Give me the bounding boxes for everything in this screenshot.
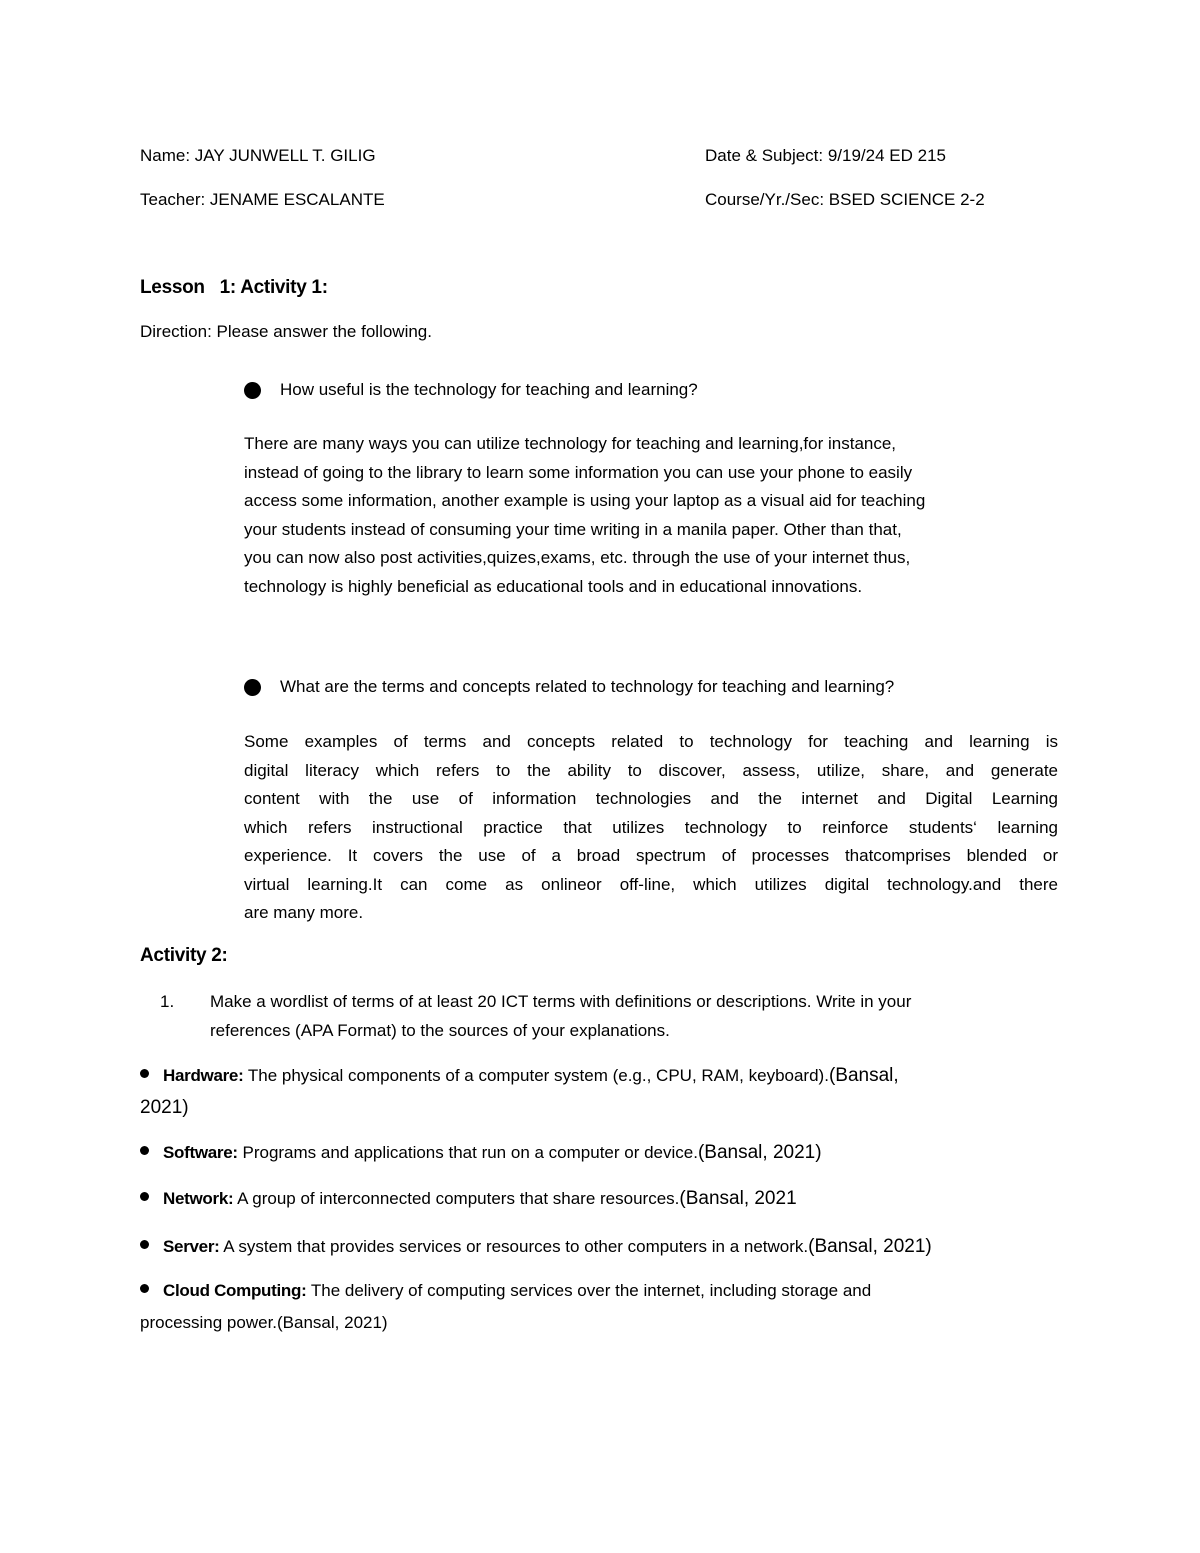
term-definition: The physical components of a computer system (e.g., CPU, RAM, keyboard). xyxy=(243,1066,829,1085)
answer-line: your students instead of consuming your time writing in a manila paper. Other than that, xyxy=(244,519,902,539)
question-2-text: What are the terms and concepts related to technology for teaching and learning? xyxy=(280,677,895,696)
teacher-name: Teacher: JENAME ESCALANTE xyxy=(140,190,385,209)
answer-line: access some information, another example is using your laptop as a visual aid for teaching xyxy=(244,491,926,510)
answer-line: digital literacy which refers to the ability to discover, assess, utilize, share, and generate xyxy=(244,760,1058,780)
term-label: Cloud Computing: xyxy=(163,1281,307,1300)
instruction-line: references (APA Format) to the sources of your explanations. xyxy=(210,1020,670,1040)
term-continuation: processing power.(Bansal, 2021) xyxy=(140,1313,388,1332)
instruction-line: Make a wordlist of terms of at least 20 ICT terms with definitions or descriptions. Write in your xyxy=(210,992,912,1011)
bullet-icon xyxy=(140,1192,149,1201)
term-label: Server: xyxy=(163,1237,220,1256)
term-citation: (Bansal, 2021) xyxy=(697,1142,822,1163)
term-label: Hardware: xyxy=(163,1066,244,1085)
term-citation: (Bansal, 2021 xyxy=(679,1188,797,1209)
term-citation: (Bansal, 2021) xyxy=(808,1236,932,1257)
date-subject: Date & Subject: 9/19/24 ED 215 xyxy=(705,146,946,165)
answer-1 xyxy=(244,430,1058,601)
term-definition: A group of interconnected computers that share resources. xyxy=(233,1189,680,1208)
answer-line: Some examples of terms and concepts related to technology for teaching and learning is xyxy=(244,732,1058,751)
question-1-text: How useful is the technology for teaching and learning? xyxy=(280,380,698,399)
term-software xyxy=(140,1137,822,1169)
term-label: Software: xyxy=(163,1143,238,1162)
term-cloud-computing xyxy=(140,1275,871,1339)
answer-line: you can now also post activities,quizes,exams, etc. through the use of your internet thus, xyxy=(244,548,911,567)
answer-line: technology is highly beneficial as educational tools and in educational innovations. xyxy=(244,576,863,596)
term-definition: The delivery of computing services over the internet, including storage and xyxy=(306,1281,872,1300)
bullet-icon xyxy=(140,1284,149,1293)
answer-line: instead of going to the library to learn some information you can use your phone to easily xyxy=(244,462,913,482)
answer-line: which refers instructional practice that utilizes technology to reinforce students‘ learning xyxy=(244,817,1058,837)
term-definition: Programs and applications that run on a computer or device. xyxy=(237,1143,698,1162)
answer-line: are many more. xyxy=(244,903,364,922)
term-network xyxy=(140,1183,797,1215)
term-citation: (Bansal, xyxy=(828,1065,899,1086)
student-name: Name: JAY JUNWELL T. GILIG xyxy=(140,146,376,165)
term-continuation: 2021) xyxy=(140,1097,189,1118)
bullet-icon xyxy=(140,1069,149,1078)
term-definition: A system that provides services or resources to other computers in a network. xyxy=(219,1237,809,1256)
answer-line: virtual learning.It can come as onlineor off-line, which utilizes digital technology.and there xyxy=(244,874,1058,894)
answer-line: content with the use of information technologies and the internet and Digital Learning xyxy=(244,789,1058,808)
term-label: Network: xyxy=(163,1189,234,1208)
direction-text: Direction: Please answer the following. xyxy=(140,322,432,341)
activity-2-heading: Activity 2: xyxy=(140,945,228,966)
term-server xyxy=(140,1231,932,1263)
bullet-icon xyxy=(140,1146,149,1155)
lesson-heading: Lesson 1: Activity 1: xyxy=(140,277,328,298)
term-hardware xyxy=(140,1060,899,1124)
bullet-icon xyxy=(140,1240,149,1249)
course-section: Course/Yr./Sec: BSED SCIENCE 2-2 xyxy=(705,190,985,209)
answer-2 xyxy=(244,728,1058,928)
list-number: 1. xyxy=(160,992,175,1011)
answer-line: experience. It covers the use of a broad spectrum of processes thatcomprises blended or xyxy=(244,846,1058,865)
bullet-icon xyxy=(244,679,261,696)
bullet-icon xyxy=(244,382,261,399)
answer-line: There are many ways you can utilize technology for teaching and learning,for instance, xyxy=(244,434,897,453)
